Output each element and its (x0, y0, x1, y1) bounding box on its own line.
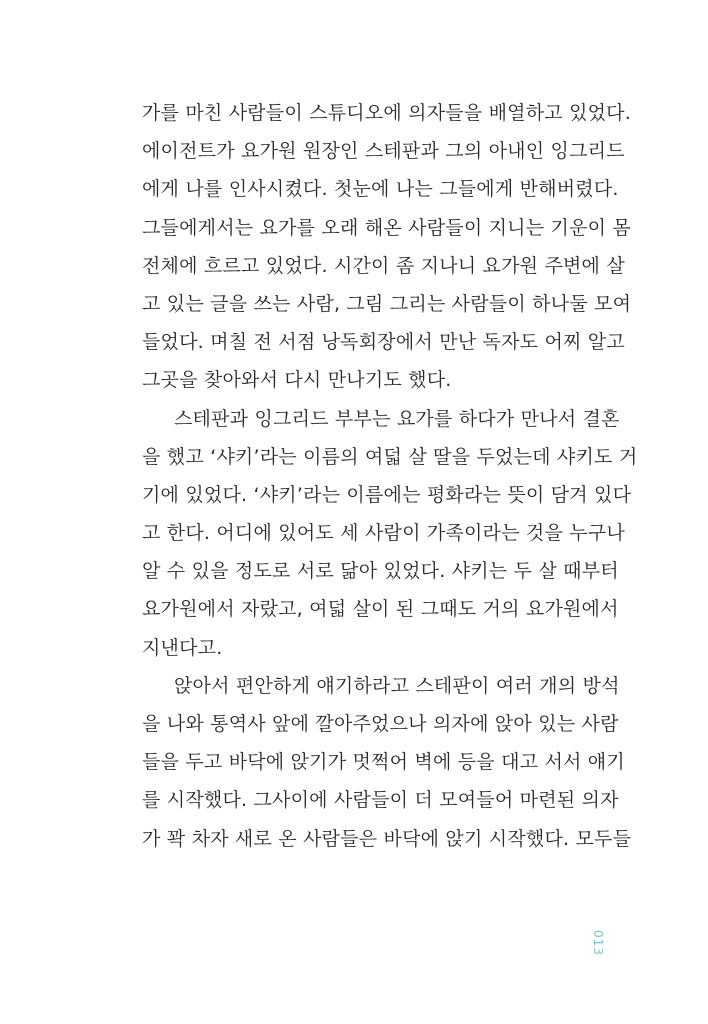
text-line: 들을 두고 바닥에 앉기가 멋쩍어 벽에 등을 대고 서서 얘기 (142, 751, 625, 774)
text-line: 에게 나를 인사시켰다. 첫눈에 나는 그들에게 반해버렸다. (142, 178, 619, 201)
text-line: 들었다. 며칠 전 서점 낭독회장에서 만난 독자도 어찌 알고 (142, 331, 625, 354)
text-line: 을 했고 ‘샤키’라는 이름의 여덟 살 딸을 두었는데 샤키도 거 (142, 445, 638, 468)
text-line: 가를 마친 사람들이 스튜디오에 의자들을 배열하고 있었다. (142, 102, 631, 124)
paragraph-end-line: 그곳을 찾아와서 다시 만나기도 했다. (142, 369, 452, 392)
text-line: 가 꽉 차자 새로 온 사람들은 바닥에 앉기 시작했다. 모두들 (142, 827, 632, 850)
text-line: 를 시작했다. 그사이에 사람들이 더 모여들어 마련된 의자 (142, 789, 619, 812)
text-line: 기에 있었다. ‘샤키’라는 이름에는 평화라는 뜻이 담겨 있다 (142, 483, 632, 506)
body-text (142, 94, 638, 858)
text-line: 요가원에서 자랐고, 여덟 살이 된 그때도 거의 요가원에서 (142, 598, 619, 621)
text-line: 에이전트가 요가원 원장인 스테판과 그의 아내인 잉그리드 (142, 140, 625, 163)
text-line: 고 있는 글을 쓰는 사람, 그림 그리는 사람들이 하나둘 모여 (142, 292, 632, 315)
paragraph-start-line: 앉아서 편안하게 얘기하라고 스테판이 여러 개의 방석 (174, 674, 620, 697)
paragraph-start-line: 스테판과 잉그리드 부부는 요가를 하다가 만나서 결혼 (174, 407, 620, 430)
text-line: 그들에게서는 요가를 오래 해온 사람들이 지니는 기운이 몸 (142, 216, 631, 239)
paragraph-end-line: 지낸다고. (142, 636, 223, 659)
text-line: 을 나와 통역사 앞에 깔아주었으나 의자에 앉아 있는 사람 (142, 713, 619, 735)
text-line: 고 한다. 어디에 있어도 세 사람이 가족이라는 것을 누구나 (142, 522, 625, 545)
page-number: 013 (591, 930, 605, 956)
text-line: 알 수 있을 정도로 서로 닮아 있었다. 샤키는 두 살 때부터 (142, 560, 619, 583)
text-line: 전체에 흐르고 있었다. 시간이 좀 지나니 요가원 주변에 살 (142, 254, 625, 277)
